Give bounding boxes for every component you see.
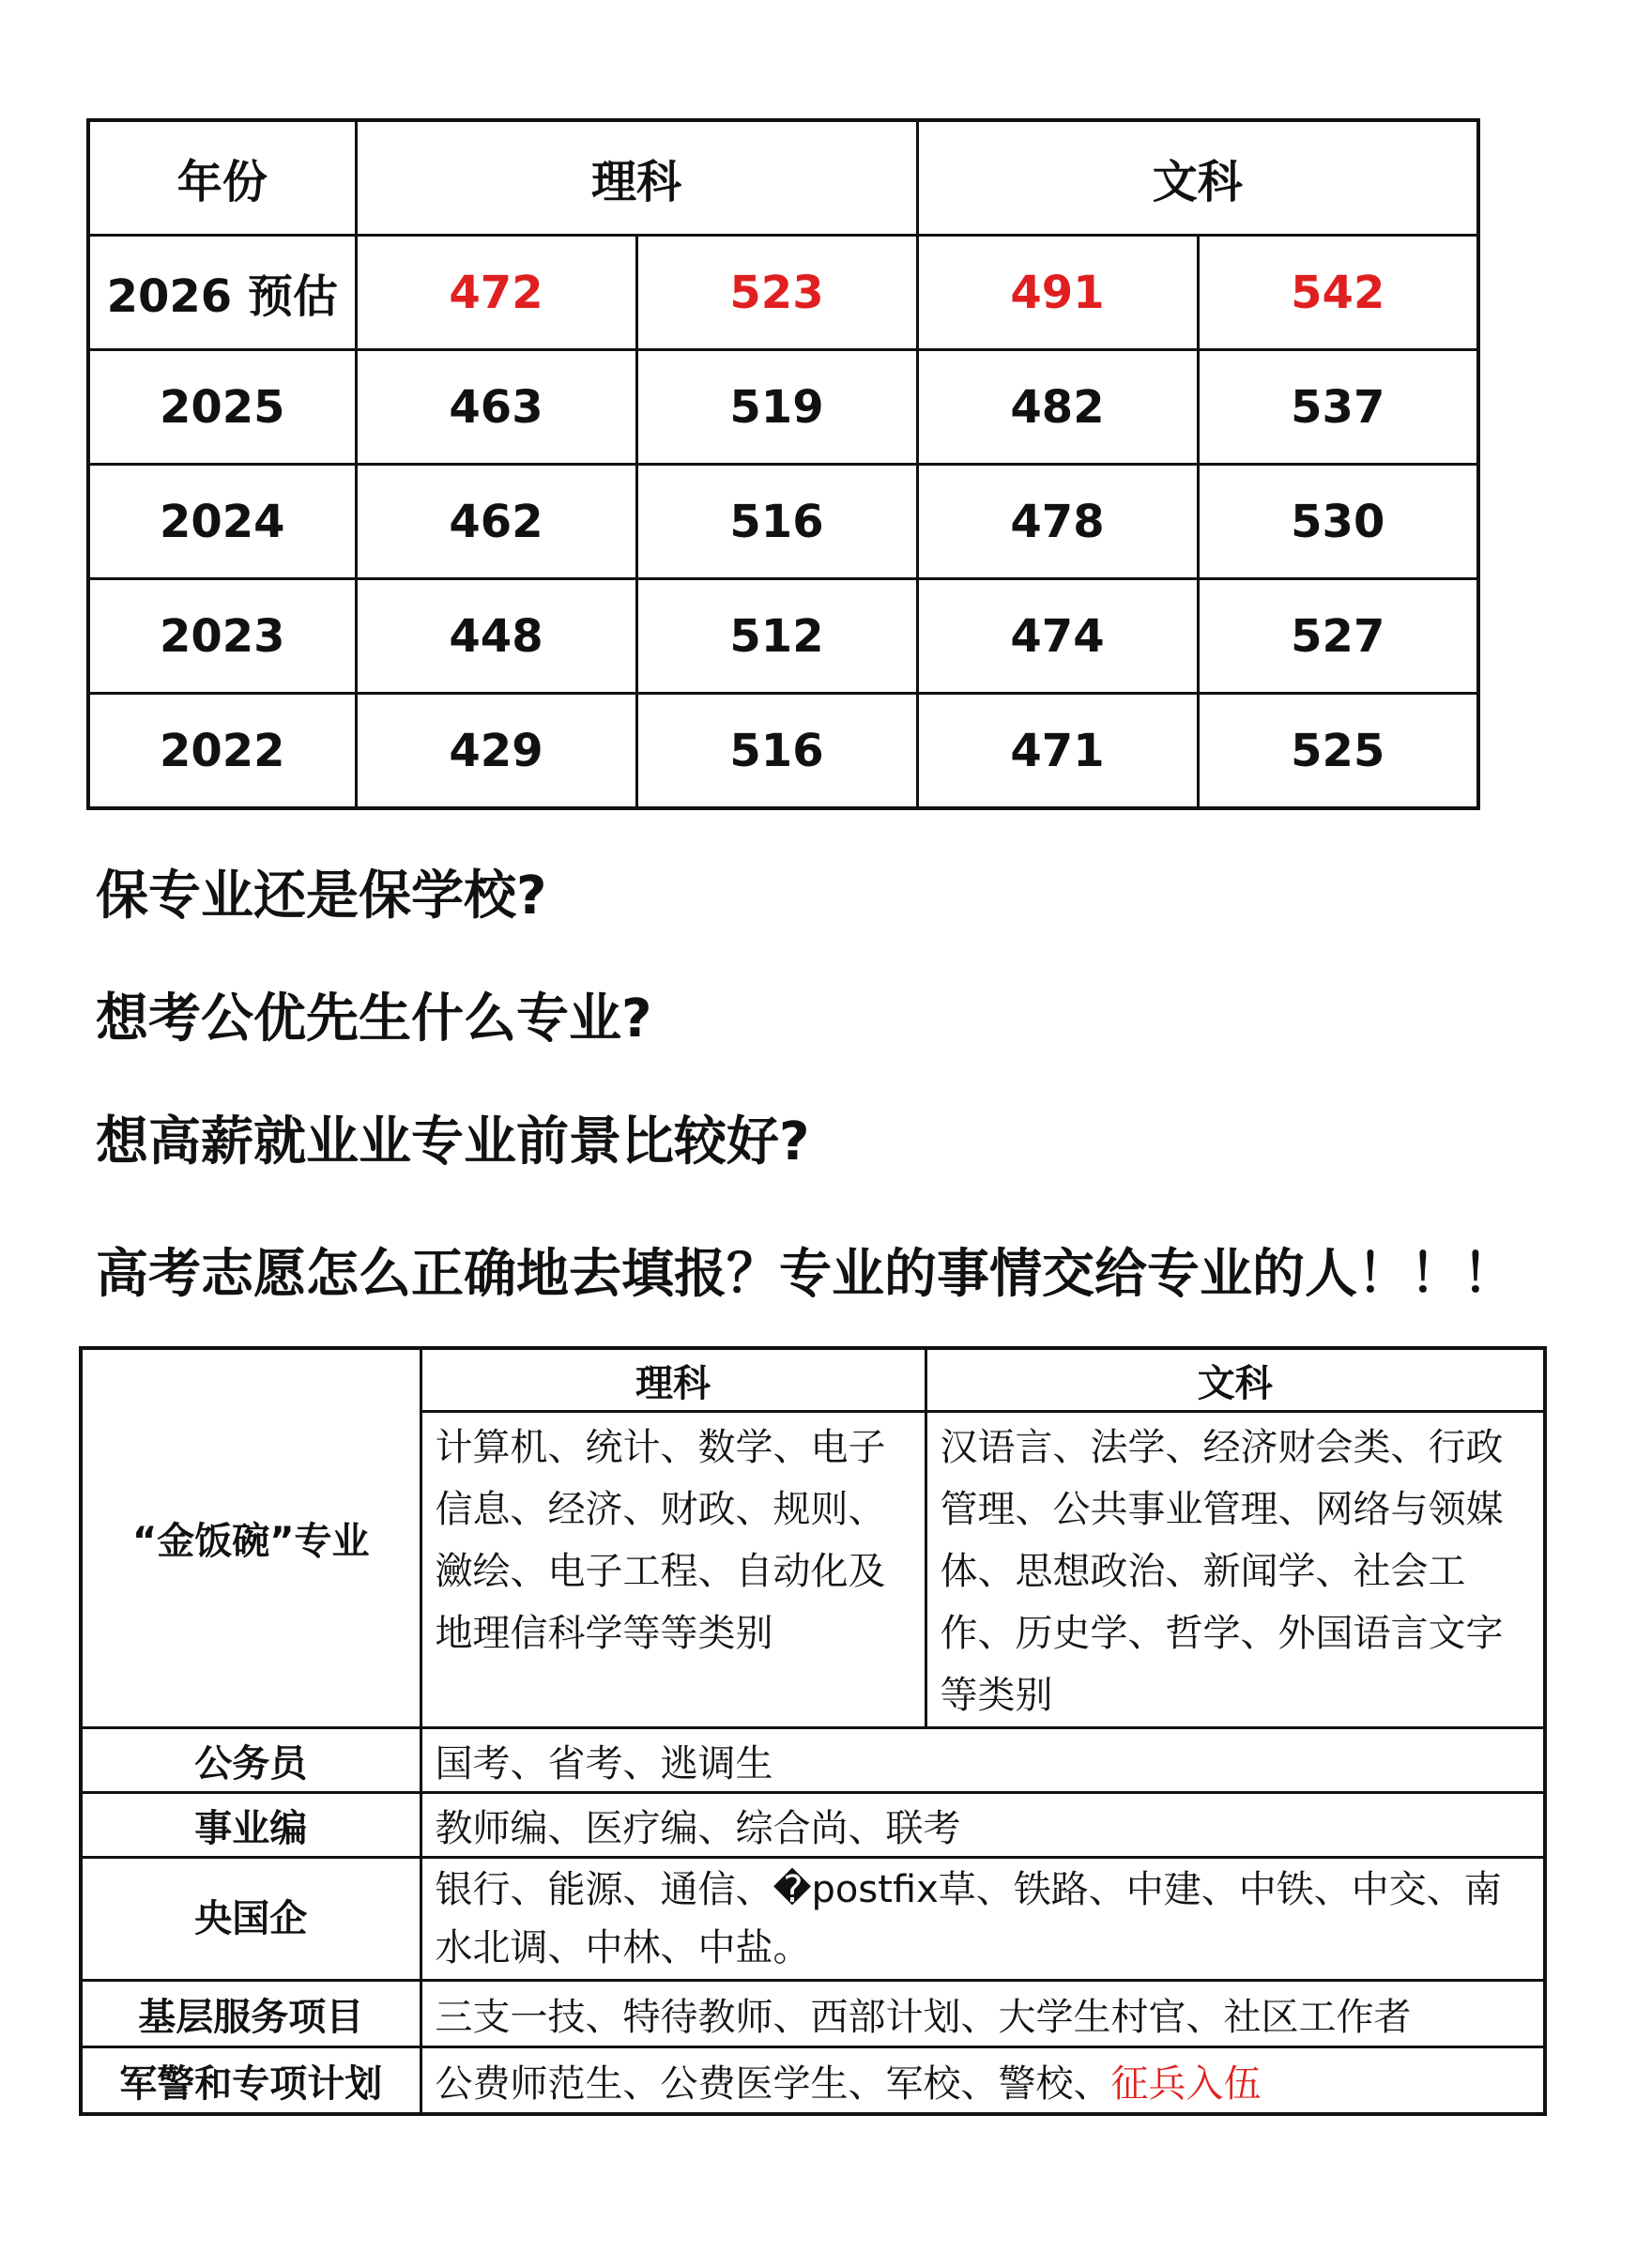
score-cell: 491 [917,236,1198,350]
question-text: 想高薪就业业专业前景比较好? [96,1111,810,1172]
score-cell: 519 [636,350,917,465]
career-value-highlight: 征兵入伍 [1110,2061,1262,2106]
question-text: 想考公优先生什么专业? [96,989,652,1050]
arts-header: 文科 [925,1348,1545,1412]
score-row [88,465,1478,579]
score-cell: 516 [636,694,917,809]
year-cell: 2022 [88,694,356,809]
score-row [88,350,1478,465]
year-header: 年份 [88,120,356,236]
career-row [81,1728,1545,1793]
career-value: 公费师范生、公费医学生、军校、警校、 [435,2061,1111,2106]
career-row [81,1858,1545,1981]
score-cell: 462 [356,465,636,579]
science-header: 理科 [356,120,917,236]
score-cell: 463 [356,350,636,465]
arts-majors: 汉语言、法学、经济财会类、行政管理、公共事业管理、网络与领媒体、思想政治、新闻学、社会工作、历史学、哲学、外国语言文字等类别 [925,1412,1545,1728]
year-cell: 2025 [88,350,356,465]
career-label: 基层服务项目 [81,1981,421,2047]
score-cell: 530 [1198,465,1478,579]
arts-header: 文科 [917,120,1478,236]
career-value: 教师编、医疗编、综合尚、联考 [421,1793,1545,1858]
score-cell: 523 [636,236,917,350]
score-cell: 516 [636,465,917,579]
score-cell: 448 [356,579,636,694]
career-label: 公务员 [81,1728,421,1793]
score-cell: 478 [917,465,1198,579]
career-label: 央国企 [81,1858,421,1981]
score-row [88,236,1478,350]
golden-label: “金饭碗”专业 [81,1348,421,1728]
career-value: 三支一技、特待教师、西部计划、大学生村官、社区工作者 [421,1981,1545,2047]
score-cell: 471 [917,694,1198,809]
score-cell: 537 [1198,350,1478,465]
science-majors: 计算机、统计、数学、电子信息、经济、财政、规则、瀲绘、电子工程、自动化及地理信科学等等类别 [421,1412,925,1728]
score-row [88,694,1478,809]
career-table [79,1346,1547,2116]
score-cell: 474 [917,579,1198,694]
score-cell: 525 [1198,694,1478,809]
career-header-row [81,1348,1545,1412]
career-row [81,1793,1545,1858]
question-text: 保专业还是保学校? [96,866,547,927]
score-cell: 542 [1198,236,1478,350]
score-table [86,118,1480,810]
career-label: 事业编 [81,1793,421,1858]
score-cell: 482 [917,350,1198,465]
question-list [96,850,1598,1341]
career-value-mixed [421,2047,1545,2115]
career-label: 军警和专项计划 [81,2047,421,2115]
year-cell: 2024 [88,465,356,579]
score-cell: 512 [636,579,917,694]
career-value: 国考、省考、逃调生 [421,1728,1545,1793]
score-cell: 429 [356,694,636,809]
score-row [88,579,1478,694]
year-cell: 2026 预估 [88,236,356,350]
score-header-row [88,120,1478,236]
question-text: 高考志愿怎么正确地去填报？专业的事情交给专业的人！！！ [96,1244,1515,1305]
science-header: 理科 [421,1348,925,1412]
score-cell: 527 [1198,579,1478,694]
career-row [81,2047,1545,2115]
career-row [81,1981,1545,2047]
score-cell: 472 [356,236,636,350]
career-value: 银行、能源、通信、�postfix草、铁路、中建、中铁、中交、南水北调、中林、中盐。 [421,1858,1545,1981]
year-cell: 2023 [88,579,356,694]
